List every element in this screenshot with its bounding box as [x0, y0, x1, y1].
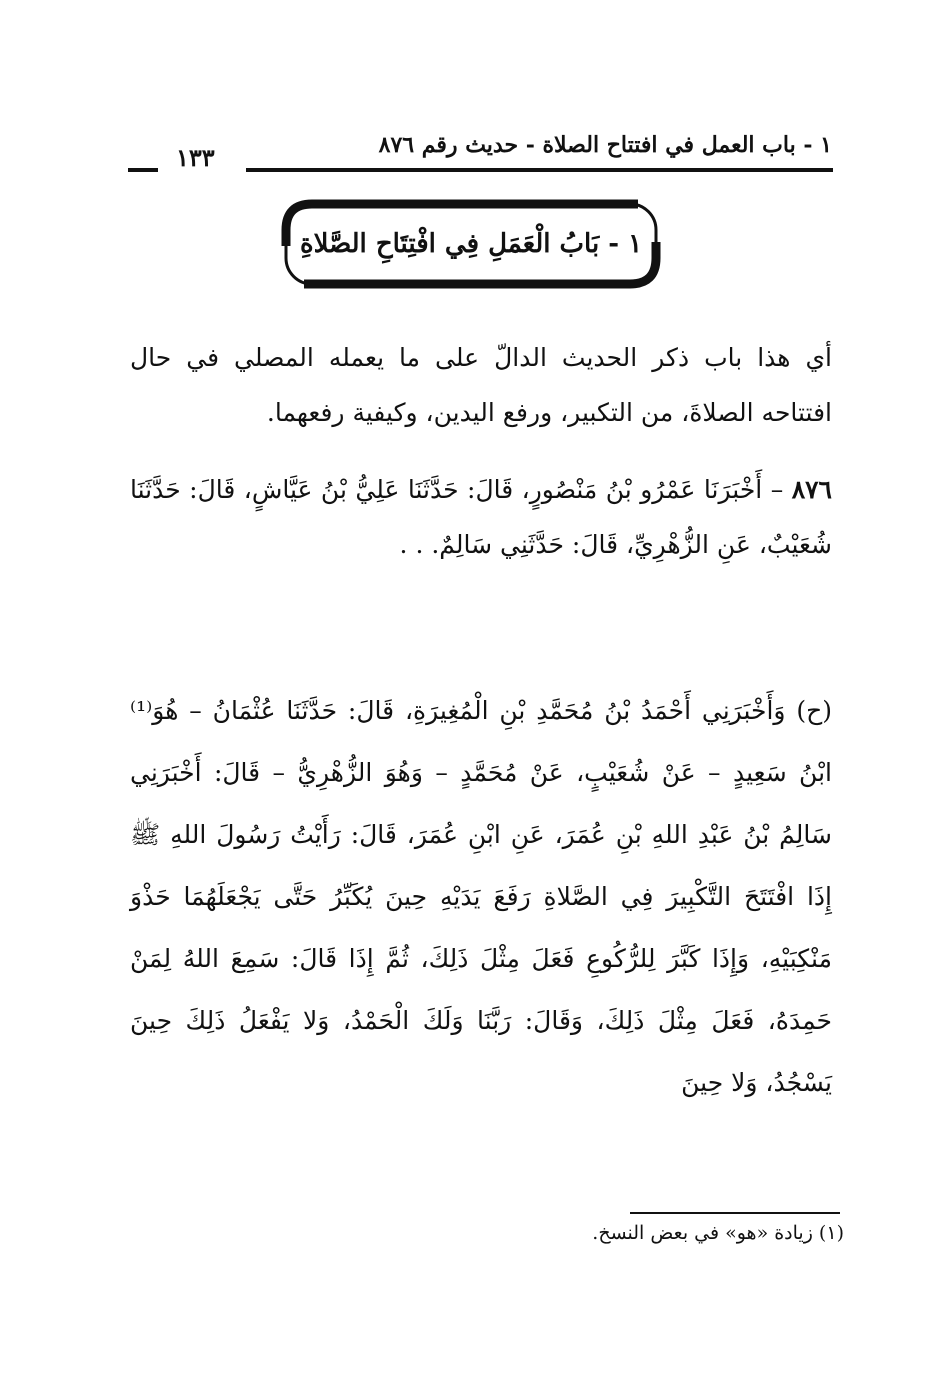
header-rule — [246, 168, 833, 172]
hadith-paragraph — [130, 462, 832, 572]
footnote: (١) زيادة «هو» في بعض النسخ. — [592, 1222, 844, 1244]
page-number-dash — [128, 168, 158, 172]
footnote-rule — [630, 1212, 840, 1214]
hadith-number: ٨٧٦ — [791, 475, 832, 504]
hadith-number-dash: – — [762, 475, 792, 504]
chapter-title: ١ - بَابُ الْعَمَلِ فِي افْتِتَاحِ الصَّلاةِ — [299, 229, 643, 259]
chapter-title-box — [278, 196, 664, 292]
hadith-isnad: أَخْبَرَنَا عَمْرُو بْنُ مَنْصُورٍ، قَالَ: حَدَّثَنَا عَلِيُّ بْنُ عَيَّاشٍ، قَالَ: حَدَّثَنَا شُعَيْبٌ، عَنِ الزُّهْرِيِّ، قَالَ: حَدَّثَنِي سَالِمٌ. . . — [130, 475, 832, 559]
running-header: ١ - باب العمل في افتتاح الصلاة - حديث رقم ٨٧٦ — [378, 132, 832, 158]
page-number: ١٣٣ — [176, 143, 215, 172]
hadith-matn: (ح) وَأَخْبَرَنِي أَحْمَدُ بْنُ مُحَمَّدِ بْنِ الْمُغِيرَةِ، قَالَ: حَدَّثَنَا عُثْمَانُ – هُوَ⁽¹⁾ ابْنُ سَعِيدٍ – عَنْ شُعَيْبٍ، عَنْ مُحَمَّدٍ – وَهُوَ الزُّهْرِيُّ – قَالَ: أَخْبَرَنِي سَالِمُ بْنُ عَبْدِ اللهِ بْنِ عُمَرَ، عَنِ ابْنِ عُمَرَ، قَالَ: رَأَيْتُ رَسُولَ اللهِ ﷺ إِذَا افْتَتَحَ التَّكْبِيرَ فِي الصَّلاةِ رَفَعَ يَدَيْهِ حِينَ يُكَبِّرُ حَتَّى يَجْعَلَهُمَا حَذْوَ مَنْكِبَيْهِ، وَإِذَا كَبَّرَ لِلرُّكُوعِ فَعَلَ مِثْلَ ذَلِكَ، ثُمَّ إِذَا قَالَ: سَمِعَ اللهُ لِمَنْ حَمِدَهُ، فَعَلَ مِثْلَ ذَلِكَ، وَقَالَ: رَبَّنَا وَلَكَ الْحَمْدُ، وَلا يَفْعَلُ ذَلِكَ حِينَ يَسْجُدُ، وَلا حِينَ — [130, 696, 832, 1097]
intro-paragraph: أي هذا باب ذكر الحديث الدالّ على ما يعمله المصلي في حال افتتاحه الصلاةَ، من التكبير، ورفع اليدين، وكيفية رفعهما. — [130, 343, 832, 427]
